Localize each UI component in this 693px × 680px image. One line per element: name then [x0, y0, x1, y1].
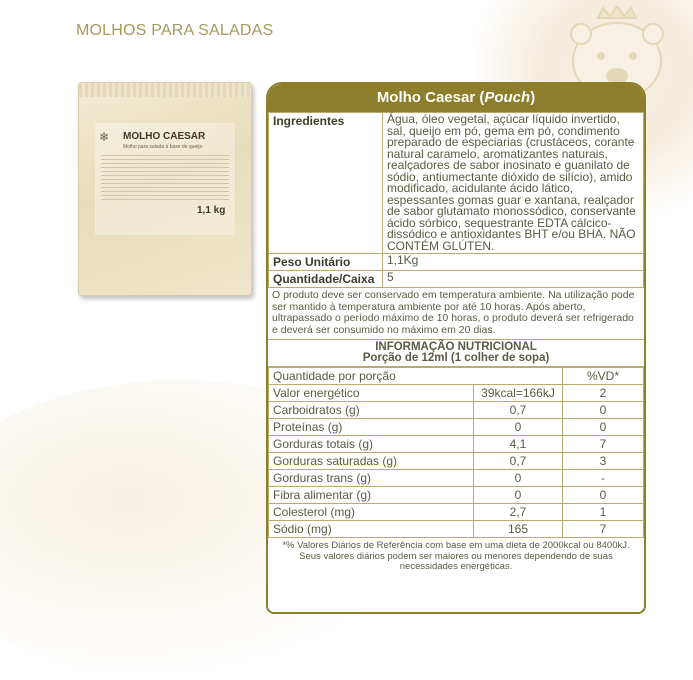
table-row — [269, 419, 644, 436]
nutrient-vd: 2 — [563, 385, 644, 402]
table-row — [269, 487, 644, 504]
table-row — [269, 402, 644, 419]
nutrition-heading — [268, 340, 644, 367]
table-row — [269, 436, 644, 453]
table-row — [269, 504, 644, 521]
vd-header: %VD* — [563, 368, 644, 385]
nutrient-label: Colesterol (mg) — [269, 504, 474, 521]
card-title-italic: Pouch — [484, 89, 531, 106]
nutrient-label: Gorduras saturadas (g) — [269, 453, 474, 470]
nutrient-label: Sódio (mg) — [269, 521, 474, 538]
unit-weight-label: Peso Unitário — [269, 254, 383, 271]
section-title: MOLHOS PARA SALADAS — [76, 22, 274, 39]
nutrient-amount: 0,7 — [474, 402, 563, 419]
card-title-text: Molho Caesar — [376, 89, 476, 106]
table-row — [269, 385, 644, 402]
nutrient-amount: 4,1 — [474, 436, 563, 453]
nutrient-amount: 165 — [474, 521, 563, 538]
nutrient-vd: 0 — [563, 402, 644, 419]
nutrient-vd: 7 — [563, 521, 644, 538]
nutrient-vd: - — [563, 470, 644, 487]
pouch-product-subtitle: Molho para salada à base de queijo — [123, 144, 203, 150]
nutrient-vd: 0 — [563, 487, 644, 504]
box-quantity-value: 5 — [383, 271, 644, 288]
table-row — [269, 271, 644, 288]
unit-weight-value: 1,1Kg — [383, 254, 644, 271]
nutrition-footnote: *% Valores Diários de Referência com base em uma dieta de 2000kcal ou 8400kJ. Seus valores diários podem ser maiores ou menores dependendo de suas necessidades energéticas. — [282, 540, 630, 572]
ingredients-label: Ingredientes — [269, 113, 383, 254]
ingredients-value: Água, óleo vegetal, açúcar líquido invertido, sal, queijo em pó, gema em pó, condimento preparado de especiarias (crustáceos, corante natural caramelo, aromatizantes naturais, realçadores de sabor inosinato e guanilato de sódio, antiumectante dióxido de silício), amido modificado, acidulante ácido lático, espessantes gomas guar e xantana, realçador de sabor glutamato monossódico, conservante ácido sórbico, sequestrante EDTA cálcico-dissódico e antioxidantes BHT e/ou BHA. NÃO CONTÉM GLÚTEN. — [383, 113, 644, 254]
nutrient-label: Proteínas (g) — [269, 419, 474, 436]
nutrition-title: INFORMAÇÃO NUTRICIONAL — [375, 341, 537, 353]
product-info-table — [268, 112, 644, 288]
nutrient-vd: 3 — [563, 453, 644, 470]
nutrition-table — [268, 367, 644, 538]
nutrition-header-row — [269, 368, 644, 385]
nutrition-portion: Porção de 12ml (1 colher de sopa) — [362, 352, 550, 364]
product-info-card — [266, 82, 646, 614]
nutrient-vd: 1 — [563, 504, 644, 521]
nutrient-label: Fibra alimentar (g) — [269, 487, 474, 504]
pouch-text-lines — [101, 155, 229, 203]
box-quantity-label: Quantidade/Caixa — [269, 271, 383, 288]
nutrient-vd: 7 — [563, 436, 644, 453]
product-pouch-image — [78, 82, 252, 296]
table-row — [269, 453, 644, 470]
nutrient-amount: 39kcal=166kJ — [474, 385, 563, 402]
nutrient-amount: 0,7 — [474, 453, 563, 470]
table-row — [269, 113, 644, 254]
quantity-per-portion-header: Quantidade por porção — [269, 368, 563, 385]
nutrient-amount: 0 — [474, 470, 563, 487]
nutrient-label: Gorduras trans (g) — [269, 470, 474, 487]
card-title: Molho Caesar (Pouch) — [268, 84, 644, 112]
table-row — [269, 254, 644, 271]
storage-note: O produto deve ser conservado em temperatura ambiente. Na utilização pode ser mantido à temperatura ambiente por até 10 horas. Após aberto, ultrapassado o período máximo de 10 horas, o produto deverá ser refrigerado e deverá ser consumido no máximo em 20 dias. — [268, 288, 644, 340]
pouch-product-name: MOLHO CAESAR — [123, 131, 206, 142]
nutrient-vd: 0 — [563, 419, 644, 436]
nutrient-amount: 0 — [474, 487, 563, 504]
bear-logo-icon: ❄ — [99, 130, 110, 144]
table-row — [269, 521, 644, 538]
nutrient-label: Carboidratos (g) — [269, 402, 474, 419]
table-row — [269, 470, 644, 487]
nutrient-amount: 0 — [474, 419, 563, 436]
nutrient-amount: 2,7 — [474, 504, 563, 521]
nutrient-label: Valor energético — [269, 385, 474, 402]
pouch-weight: 1,1 kg — [197, 205, 226, 216]
nutrient-label: Gorduras totais (g) — [269, 436, 474, 453]
